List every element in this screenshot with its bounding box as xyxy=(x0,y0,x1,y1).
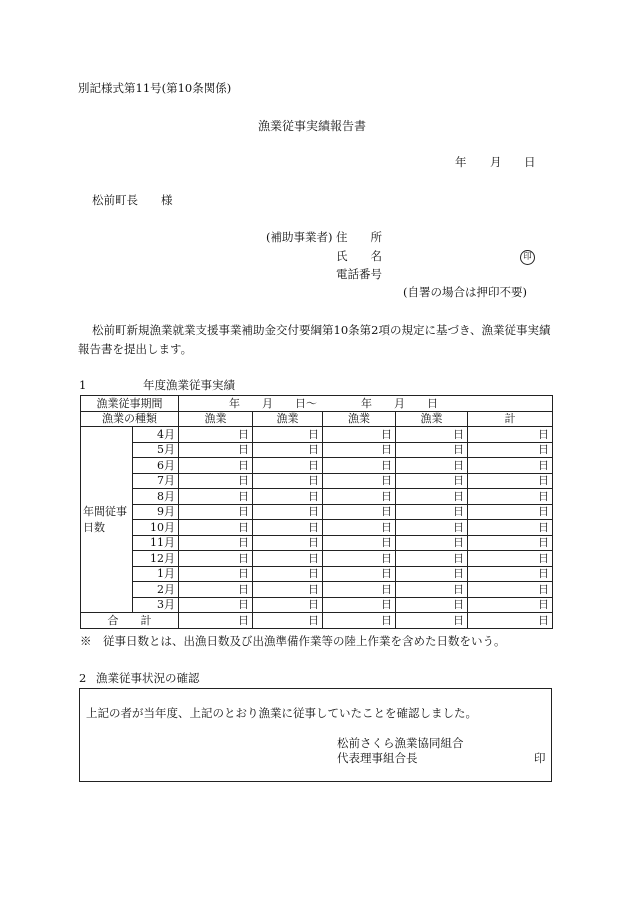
footnote: ※ 従事日数とは、出漁日数及び出漁準備作業等の陸上作業を含めた日数をいう。 xyxy=(80,634,506,648)
body-line-1: 松前町新規漁業就業支援事業補助金交付要綱第10条第2項の規定に基づき、漁業従事実績 xyxy=(92,323,551,337)
month-label: 6月 xyxy=(133,458,179,474)
day-cell: 日 xyxy=(468,613,553,629)
day-cell: 日 xyxy=(253,613,323,629)
month-row xyxy=(81,520,553,536)
day-cell: 日 xyxy=(323,566,396,582)
day-cell: 日 xyxy=(396,427,468,443)
total-label: 合 計 xyxy=(81,613,179,629)
day-cell: 日 xyxy=(396,489,468,505)
representative-title: 代表理事組合長 xyxy=(337,751,418,765)
day-cell: 日 xyxy=(468,582,553,598)
month-label: 10月 xyxy=(133,520,179,536)
day-cell: 日 xyxy=(179,458,253,474)
day-cell: 日 xyxy=(253,442,323,458)
day-cell: 日 xyxy=(253,504,323,520)
day-cell: 日 xyxy=(468,473,553,489)
month-row xyxy=(81,442,553,458)
day-cell: 日 xyxy=(323,551,396,567)
date-month: 月 xyxy=(490,155,502,169)
seal-note: (自署の場合は押印不要) xyxy=(403,285,527,299)
date-day: 日 xyxy=(524,155,536,169)
period-label: 漁業従事期間 xyxy=(81,396,179,412)
fishing-record-table xyxy=(80,395,553,629)
day-cell: 日 xyxy=(179,442,253,458)
month-row xyxy=(81,489,553,505)
day-cell: 日 xyxy=(468,504,553,520)
day-cell: 日 xyxy=(323,597,396,613)
day-cell: 日 xyxy=(396,442,468,458)
day-cell: 日 xyxy=(253,535,323,551)
month-row xyxy=(81,582,553,598)
section-1-number: 1 xyxy=(79,378,87,392)
day-cell: 日 xyxy=(179,613,253,629)
month-row xyxy=(81,473,553,489)
month-label: 1月 xyxy=(133,566,179,582)
day-cell: 日 xyxy=(253,551,323,567)
fishery-header-2: 漁業 xyxy=(253,411,323,427)
confirmation-text: 上記の者が当年度、上記のとおり漁業に従事していたことを確認しました。 xyxy=(86,706,477,720)
day-cell: 日 xyxy=(468,535,553,551)
month-label: 7月 xyxy=(133,473,179,489)
month-row xyxy=(81,535,553,551)
day-cell: 日 xyxy=(396,458,468,474)
month-row xyxy=(81,597,553,613)
day-cell: 日 xyxy=(468,597,553,613)
day-cell: 日 xyxy=(396,535,468,551)
month-label: 5月 xyxy=(133,442,179,458)
month-label: 9月 xyxy=(133,504,179,520)
day-cell: 日 xyxy=(396,597,468,613)
day-cell: 日 xyxy=(253,458,323,474)
confirmation-box xyxy=(79,688,552,782)
day-cell: 日 xyxy=(179,473,253,489)
seal-mark: 印 xyxy=(520,250,535,265)
month-row xyxy=(81,504,553,520)
body-line-2: 報告書を提出します。 xyxy=(78,342,193,356)
annual-days-label-line-1: 年間従事 xyxy=(83,504,127,518)
day-cell: 日 xyxy=(323,520,396,536)
name-label: 氏 名 xyxy=(336,249,382,263)
day-cell: 日 xyxy=(468,489,553,505)
fishery-header-3: 漁業 xyxy=(323,411,396,427)
day-cell: 日 xyxy=(323,427,396,443)
day-cell: 日 xyxy=(396,473,468,489)
period-value: 年 月 日〜 年 月 日 xyxy=(179,396,553,412)
day-cell: 日 xyxy=(323,582,396,598)
month-label: 3月 xyxy=(133,597,179,613)
month-row xyxy=(81,427,553,443)
day-cell: 日 xyxy=(468,458,553,474)
day-cell: 日 xyxy=(396,582,468,598)
day-cell: 日 xyxy=(179,582,253,598)
day-cell: 日 xyxy=(179,551,253,567)
addressee-honorific: 様 xyxy=(161,193,173,207)
type-label: 漁業の種類 xyxy=(81,411,179,427)
day-cell: 日 xyxy=(396,566,468,582)
day-cell: 日 xyxy=(179,535,253,551)
addressee-name: 松前町長 xyxy=(92,193,138,207)
day-cell: 日 xyxy=(468,427,553,443)
month-row xyxy=(81,551,553,567)
day-cell: 日 xyxy=(179,520,253,536)
month-label: 4月 xyxy=(133,427,179,443)
day-cell: 日 xyxy=(253,597,323,613)
section-2-title: 漁業従事状況の確認 xyxy=(96,671,200,685)
day-cell: 日 xyxy=(468,520,553,536)
fishery-header-4: 漁業 xyxy=(396,411,468,427)
day-cell: 日 xyxy=(253,566,323,582)
day-cell: 日 xyxy=(323,489,396,505)
section-1-title: 年度漁業従事実績 xyxy=(143,378,235,392)
form-number: 別記様式第11号(第10条関係) xyxy=(78,81,232,95)
day-cell: 日 xyxy=(468,566,553,582)
month-row xyxy=(81,458,553,474)
annual-days-label-line-2: 日数 xyxy=(83,520,105,534)
day-cell: 日 xyxy=(323,442,396,458)
day-cell: 日 xyxy=(396,551,468,567)
representative-seal: 印 xyxy=(534,751,546,765)
day-cell: 日 xyxy=(253,520,323,536)
day-cell: 日 xyxy=(323,458,396,474)
month-label: 2月 xyxy=(133,582,179,598)
day-cell: 日 xyxy=(179,597,253,613)
day-cell: 日 xyxy=(179,489,253,505)
address-label: 住 所 xyxy=(336,230,382,244)
day-cell: 日 xyxy=(253,427,323,443)
day-cell: 日 xyxy=(468,442,553,458)
day-cell: 日 xyxy=(396,520,468,536)
day-cell: 日 xyxy=(179,504,253,520)
month-label: 11月 xyxy=(133,535,179,551)
day-cell: 日 xyxy=(253,473,323,489)
day-cell: 日 xyxy=(323,473,396,489)
annual-days-label xyxy=(81,427,133,613)
month-row xyxy=(81,566,553,582)
day-cell: 日 xyxy=(323,535,396,551)
day-cell: 日 xyxy=(179,566,253,582)
type-row xyxy=(81,411,553,427)
date-year: 年 xyxy=(455,155,467,169)
day-cell: 日 xyxy=(253,582,323,598)
total-row xyxy=(81,613,553,629)
day-cell: 日 xyxy=(468,551,553,567)
total-header: 計 xyxy=(468,411,553,427)
day-cell: 日 xyxy=(396,504,468,520)
month-label: 12月 xyxy=(133,551,179,567)
day-cell: 日 xyxy=(323,504,396,520)
day-cell: 日 xyxy=(179,427,253,443)
phone-label: 電話番号 xyxy=(336,267,382,281)
section-2-number: 2 xyxy=(79,671,87,685)
page-title: 漁業従事実績報告書 xyxy=(258,119,367,133)
day-cell: 日 xyxy=(253,489,323,505)
day-cell: 日 xyxy=(396,613,468,629)
month-label: 8月 xyxy=(133,489,179,505)
fishery-header-1: 漁業 xyxy=(179,411,253,427)
applicant-role: (補助事業者) xyxy=(266,230,333,244)
day-cell: 日 xyxy=(323,613,396,629)
period-row xyxy=(81,396,553,412)
cooperative-name: 松前さくら漁業協同組合 xyxy=(337,736,464,750)
